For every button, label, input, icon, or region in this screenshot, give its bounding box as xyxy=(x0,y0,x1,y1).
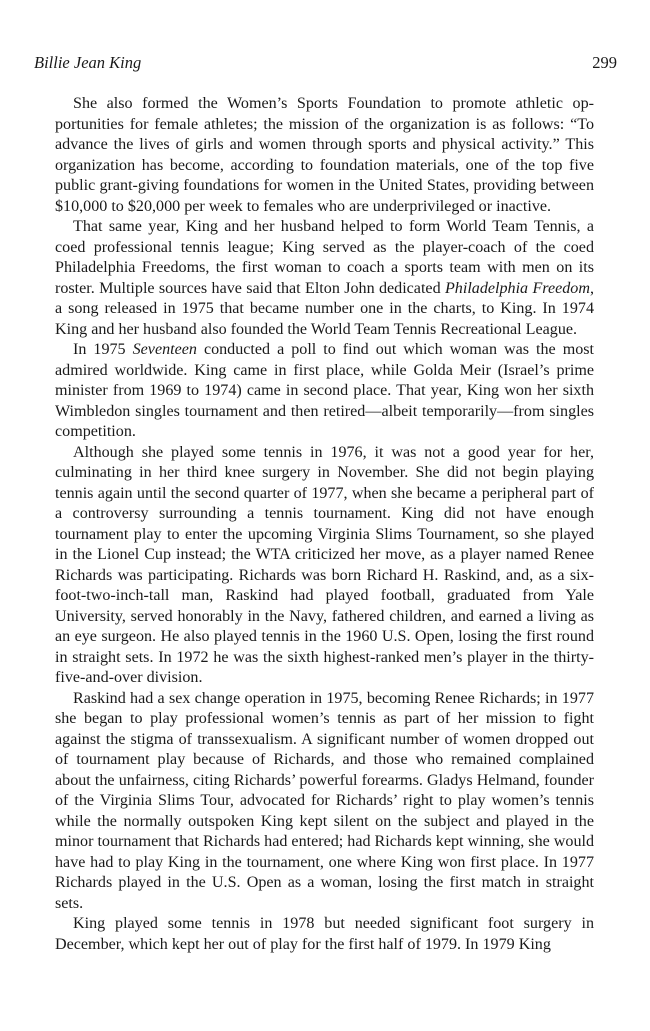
paragraph-text: That same year, King and her husband helped to form World Team Tennis, a coed professional tennis league; King served as the player-coach of the coed Philadelphia Freedoms, the first woman to coach a sports team with men on its roster. Multiple sources have said that Elton John dedicated xyxy=(55,218,594,297)
paragraph-womens-sports-foundation xyxy=(55,94,594,217)
running-title: Billie Jean King xyxy=(34,53,142,72)
paragraph-text: She also formed the Women’s Sports Foundation to promote athletic opportunities for female athletes; the mission of the organization is as follows: “To advance the lives of girls and women through sports and physical activity.” This organization has become, according to foundation materials, one of the top five public grant-giving foundations for women in the United States, providing between $10,000 to $20,000 per week to females who are underprivileged or inactive. xyxy=(55,95,594,215)
song-title: Philadelphia Freedom xyxy=(444,279,590,297)
paragraph-1978-1979 xyxy=(55,914,594,955)
paragraph-renee-richards xyxy=(55,689,594,915)
running-header xyxy=(34,53,617,77)
magazine-title: Seventeen xyxy=(132,341,197,358)
paragraph-text: In 1975 xyxy=(73,341,133,358)
page-number: 299 xyxy=(592,53,617,72)
paragraph-text: conducted a poll to find out which woman was the most admired worldwide. King came in first place, while Golda Meir (Israel’s prime minister from 1969 to 1974) came in second place. That year, King won her sixth Wimbledon singles tournament and then retired—albeit temporarily—from singles competition. xyxy=(55,341,595,440)
paragraph-world-team-tennis xyxy=(55,217,594,340)
paragraph-seventeen-poll xyxy=(55,340,594,443)
paragraph-text: Raskind had a sex change operation in 1975, becoming Renee Richards; in 1977 she began to play professional women’s tennis as part of her mission to fight against the stigma of transsexualism. A significant number of women dropped out of tournament play because of Richards, and those who remained complained about the unfairness, citing Richards’ powerful forearms. Gladys Helmand, founder of the Virginia Slims Tour, advocated for Richards’ right to play women’s tennis while the normally outspoken King kept silent on the subject and played in the minor tournament that Richards had entered; had Richards kept winning, she would have had to play King in the tournament, one where King won first place. In 1977 Richards played in the U.S. Open as a woman, losing the first match in straight sets. xyxy=(55,689,595,912)
body-text xyxy=(55,94,594,955)
paragraph-text: King played some tennis in 1978 but needed significant foot surgery in December, which kept her out of play for the first half of 1979. In 1979 King xyxy=(55,915,594,953)
paragraph-text: Although she played some tennis in 1976, it was not a good year for her, culminating in her third knee surgery in November. She did not begin playing tennis again until the second quarter of 1977, when she became a peripheral part of a controversy surrounding a tennis tournament. King did not have enough tournament play to enter the upcoming Virginia Slims Tournament, so she played in the Lionel Cup instead; the WTA criticized her move, as a player named Renee Richards was participating. Richards was born Richard H. Raskind, and, as a six-foot-two-inch-tall man, Raskind had played football, graduated from Yale University, served honorably in the Navy, fathered children, and earned a living as an eye surgeon. He also played tennis in the 1960 U.S. Open, losing the first round in straight sets. In 1972 he was the sixth highest-ranked men’s player in the thirty-five-and-over division. xyxy=(55,443,594,686)
paragraph-1976-1977 xyxy=(55,443,594,689)
paragraph-text: , a song released in 1975 that became number one in the charts, to King. In 1974 King and her husband also founded the World Team Tennis Recreational League. xyxy=(55,279,594,338)
